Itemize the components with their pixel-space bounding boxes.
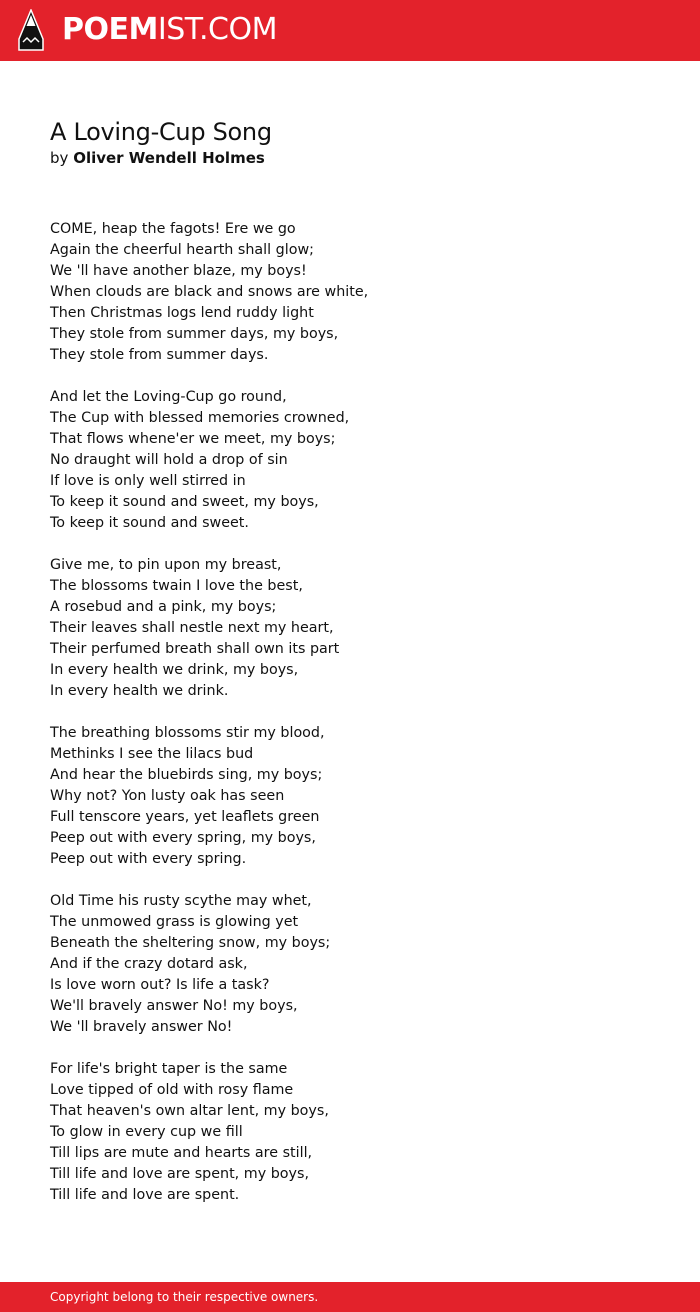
poem-line: Till life and love are spent. (50, 1187, 240, 1203)
poem-line: A rosebud and a pink, my boys; (50, 599, 277, 615)
poem-line: When clouds are black and snows are white, (50, 284, 369, 300)
poem-line: Beneath the sheltering snow, my boys; (50, 935, 331, 951)
author-name: Oliver Wendell Holmes (73, 149, 265, 167)
poem-line: Full tenscore years, yet leaflets green (50, 809, 320, 825)
poem-line: They stole from summer days. (50, 347, 269, 363)
poem-line: For life's bright taper is the same (50, 1061, 288, 1077)
poem-line: We'll bravely answer No! my boys, (50, 998, 298, 1014)
poem-stanza (50, 1059, 650, 1206)
poem-line: No draught will hold a drop of sin (50, 452, 288, 468)
poem-stanza (50, 219, 650, 366)
poem-line: And hear the bluebirds sing, my boys; (50, 767, 323, 783)
poem-line: To glow in every cup we fill (50, 1124, 243, 1140)
poem-line: The blossoms twain I love the best, (50, 578, 303, 594)
poem-stanza (50, 387, 650, 534)
poem-line: And let the Loving-Cup go round, (50, 389, 287, 405)
poem-line: We 'll bravely answer No! (50, 1019, 233, 1035)
pencil-icon (18, 9, 44, 51)
poem-line: Why not? Yon lusty oak has seen (50, 788, 285, 804)
poem-line: Love tipped of old with rosy flame (50, 1082, 294, 1098)
poem-line: Peep out with every spring, my boys, (50, 830, 316, 846)
poem-line: They stole from summer days, my boys, (50, 326, 339, 342)
poem-line: To keep it sound and sweet. (50, 515, 249, 531)
byline (50, 148, 265, 169)
poem-line: In every health we drink. (50, 683, 229, 699)
poem-line: In every health we drink, my boys, (50, 662, 299, 678)
poem-line: If love is only well stirred in (50, 473, 246, 489)
site-logo-link[interactable] (0, 0, 277, 61)
poem-line: To keep it sound and sweet, my boys, (50, 494, 319, 510)
poem-line: COME, heap the fagots! Ere we go (50, 221, 296, 237)
poem-line: Is love worn out? Is life a task? (50, 977, 270, 993)
poem-line: Then Christmas logs lend ruddy light (50, 305, 314, 321)
poem-line: The Cup with blessed memories crowned, (50, 410, 350, 426)
poem-line: That flows whene'er we meet, my boys; (50, 431, 336, 447)
site-header (0, 0, 700, 61)
site-footer (0, 1282, 700, 1312)
poem-line: That heaven's own altar lent, my boys, (50, 1103, 329, 1119)
poem-stanza (50, 723, 650, 870)
poem-line: Till life and love are spent, my boys, (50, 1166, 309, 1182)
poem-line: The unmowed grass is glowing yet (50, 914, 299, 930)
poem-stanza (50, 891, 650, 1038)
poem-stanza (50, 555, 650, 702)
poem-line: Till lips are mute and hearts are still, (50, 1145, 313, 1161)
poem-title: A Loving-Cup Song (50, 118, 272, 146)
site-logo-text (62, 11, 277, 49)
poem-line: Their leaves shall nestle next my heart, (50, 620, 334, 636)
poem-body (50, 219, 650, 1227)
poem-line: Their perfumed breath shall own its part (50, 641, 340, 657)
poem-line: Old Time his rusty scythe may whet, (50, 893, 312, 909)
poem-line: The breathing blossoms stir my blood, (50, 725, 325, 741)
poem-line: Peep out with every spring. (50, 851, 247, 867)
by-label: by (50, 149, 69, 167)
poem-line: Again the cheerful hearth shall glow; (50, 242, 314, 258)
logo-strong-text: POEM (62, 12, 158, 47)
poem-line: We 'll have another blaze, my boys! (50, 263, 307, 279)
poem-line: Methinks I see the lilacs bud (50, 746, 254, 762)
poem-line: And if the crazy dotard ask, (50, 956, 248, 972)
poem-line: Give me, to pin upon my breast, (50, 557, 282, 573)
logo-light-text: IST.COM (157, 12, 277, 47)
copyright-text: Copyright belong to their respective owners. (50, 1290, 319, 1304)
